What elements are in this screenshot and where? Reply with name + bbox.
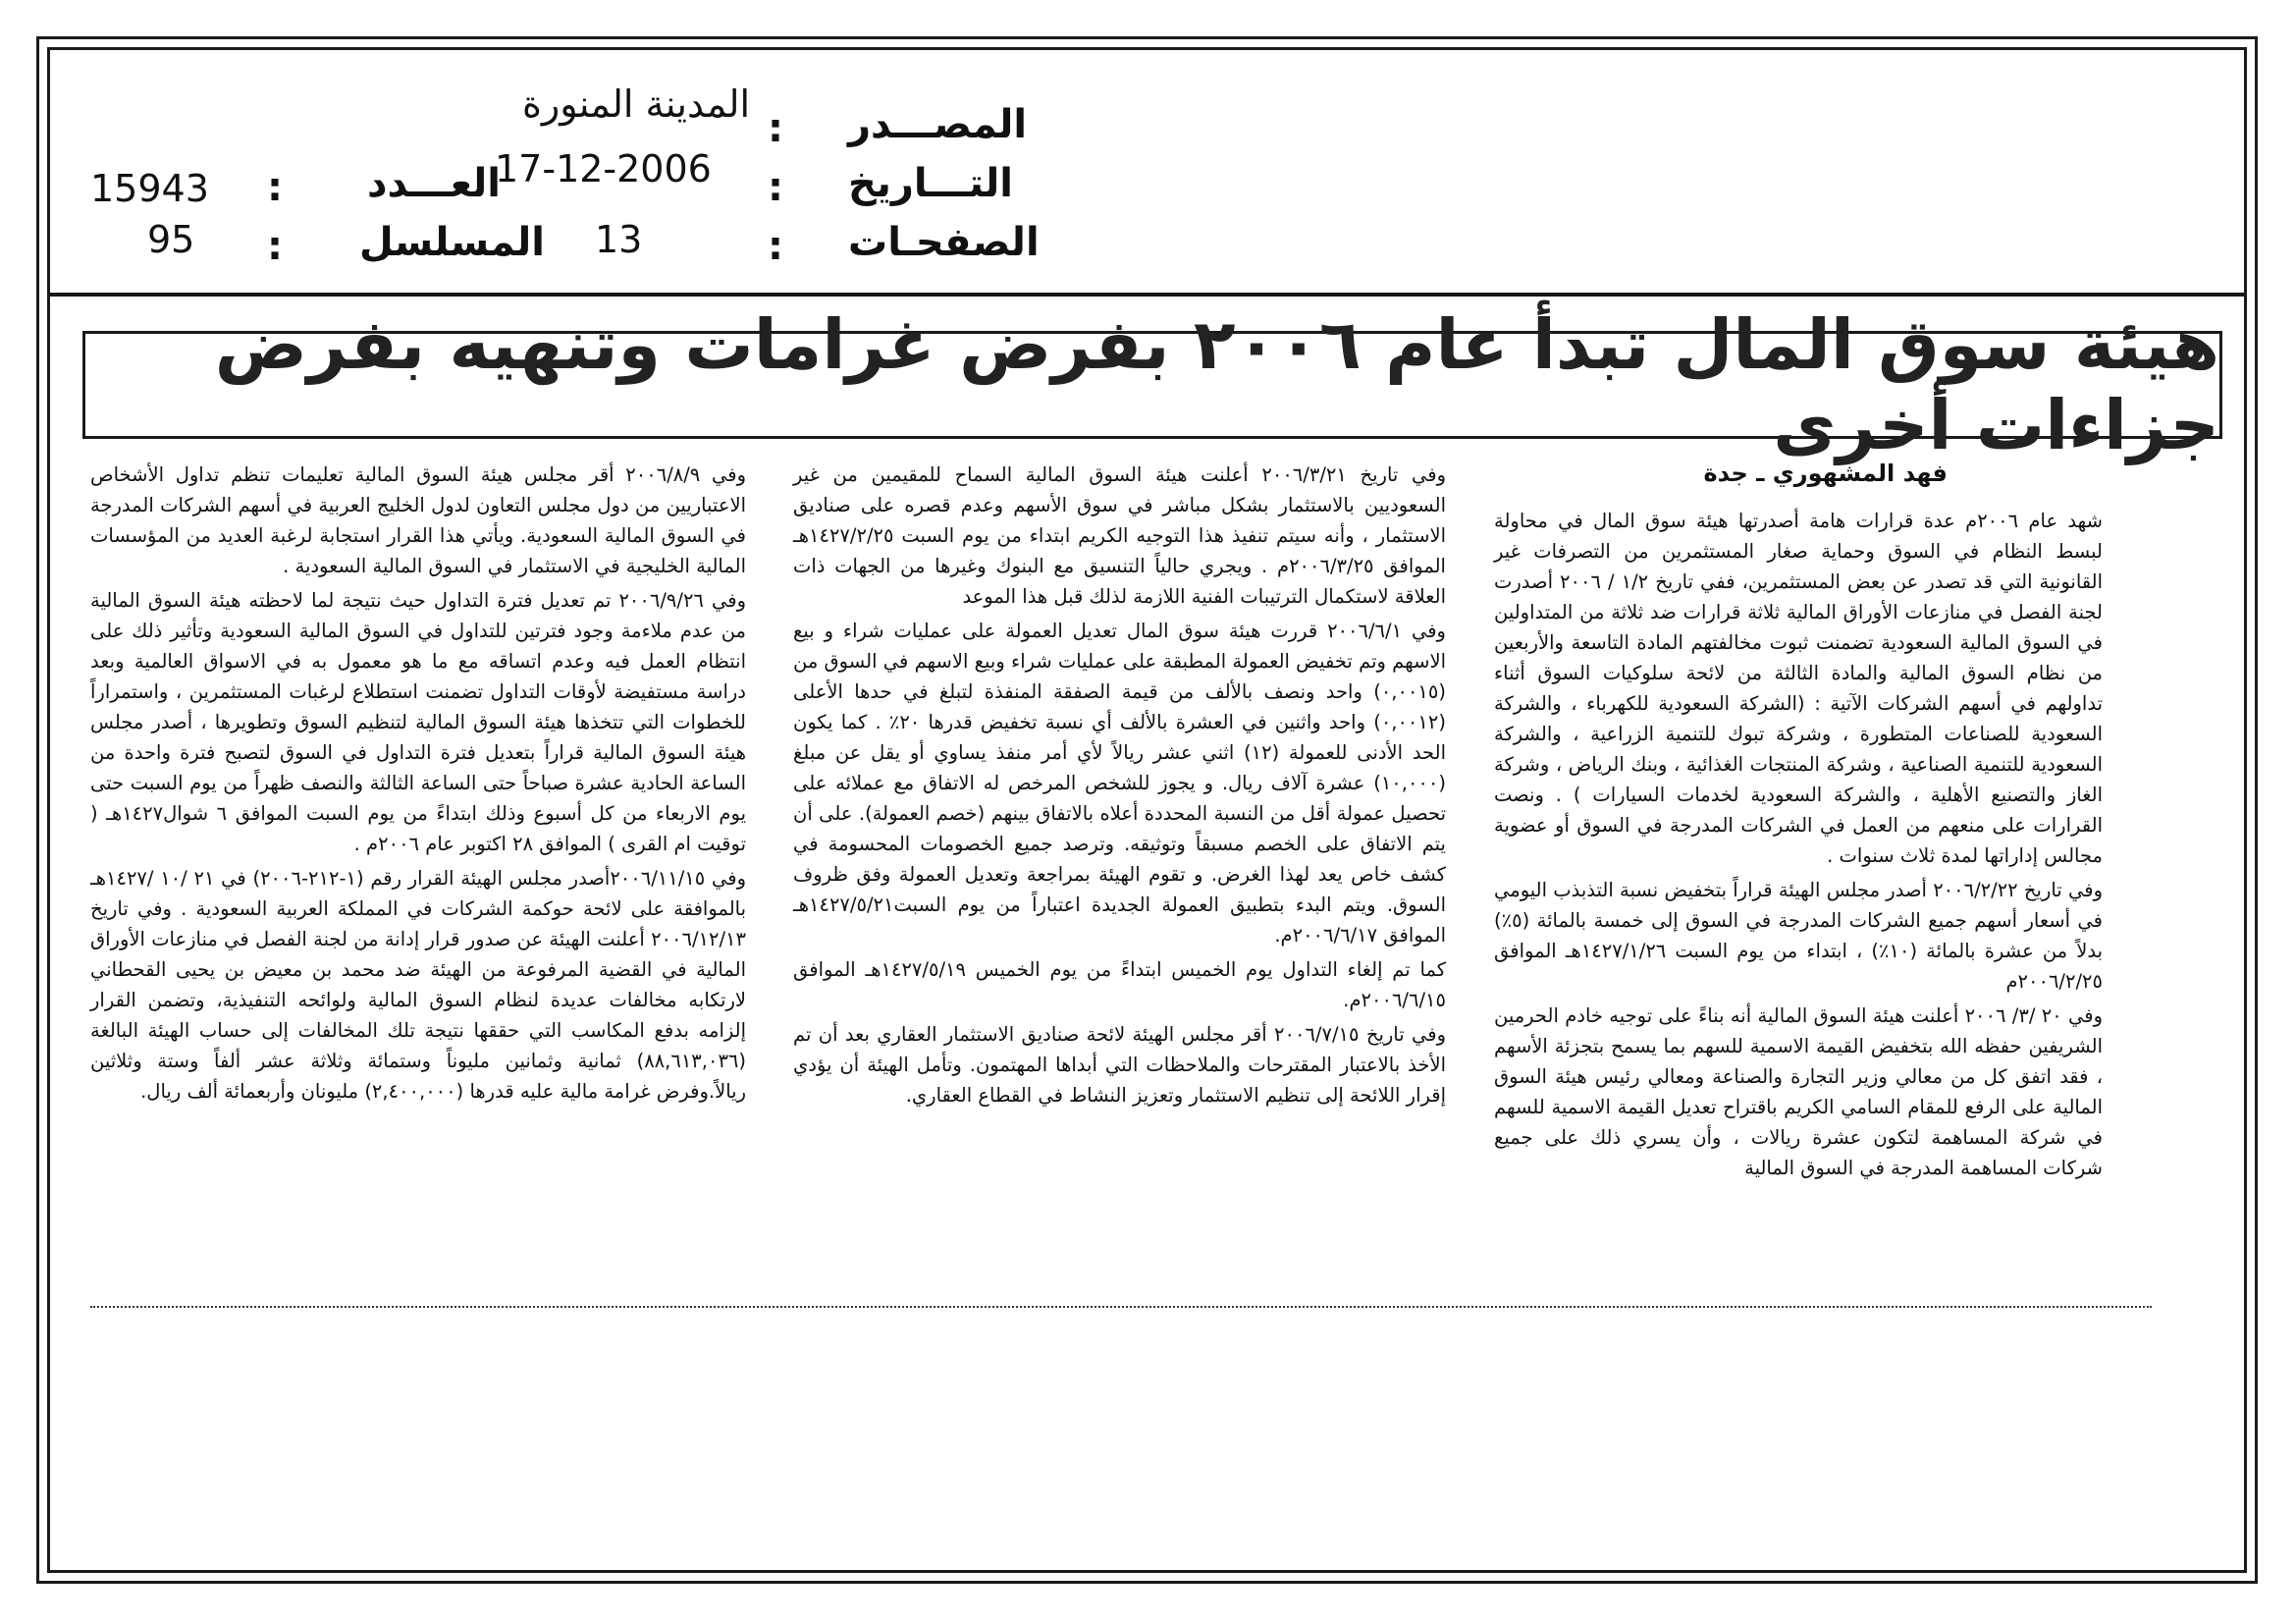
serial-value: 95	[147, 218, 195, 261]
pages-label: الصفحـات	[848, 220, 1040, 265]
paragraph: كما تم إلغاء التداول يوم الخميس ابتداءً من يوم الخميس ١٤٢٧/٥/١٩هـ الموافق ٢٠٠٦/٦/١٥م.	[793, 958, 1447, 1011]
issue-label: العـــدد	[367, 161, 501, 206]
serial-colon: :	[267, 224, 283, 269]
paragraph: وفي تاريخ ٢٠٠٦/٧/١٥ أقر مجلس الهيئة لائحة صناديق الاستثمار العقاري بعد أن تم الأخذ بالاعتبار المقترحات والملاحظات التي أبداها المهتمون. وتأمل الهيئة أن يؤدي إقرار اللائحة إلى تنظيم الاستثمار وتعزيز النشاط في القطاع العقاري.	[793, 1023, 1446, 1107]
paragraph: وفي ٢٠٠٦/٩/٢٦ تم تعديل فترة التداول حيث نتيجة لما لاحظته هيئة السوق المالية من عدم ملاءمة وجود فترتين للتداول في السوق المالية السعودية وتأثير ذلك على انتظام العمل فيه وعدم اتساقه مع ما هو معمول به في الاسواق العالمية وبعد دراسة مستفيضة لأوقات التداول تضمنت استطلاع لرغبات المستثمرين ، واستمراراً للخطوات التي تتخذها هيئة السوق المالية لتنظيم السوق وتطويرها ، أصدر مجلس هيئة السوق المالية قراراً بتعديل فترة التداول في السوق لتصبح فترة واحدة من الساعة الحادية عشرة صباحاً حتى الساعة الثالثة والنصف ظهراً من يوم السبت حتى يوم الاربعاء من كل أسبوع وذلك ابتداءً من يوم السبت الموافق ٦ شوال١٤٢٧هـ ( توقيت ام القرى ) الموافق ٢٨ اكتوبر عام ٢٠٠٦م .	[90, 589, 747, 855]
paragraph: وفي ٢٠ /٣/ ٢٠٠٦ أعلنت هيئة السوق المالية أنه بناءً على توجيه خادم الحرمين الشريفين حفظه الله بتخفيض القيمة الاسمية للسهم بما يسمح بتجزئة الأسهم ، فقد اتفق كل من معالي وزير التجارة والصناعة ومعالي رئيس هيئة السوق المالية على الرفع للمقام السامي الكريم باقتراح تعديل القيمة الاسمية للسهم في شركة المساهمة لتكون عشرة ريالات ، وأن يسري ذلك على جميع شركات المساهمة المدرجة في السوق المالية	[1494, 1004, 2103, 1179]
paragraph: وفي ٢٠٠٦/٨/٩ أقر مجلس هيئة السوق المالية تعليمات تنظم تداول الأشخاص الاعتباريين من دول مجلس التعاون لدول الخليج العربية في أسهم الشركات المدرجة في السوق المالية السعودية. ويأتي هذا القرار استجابة لرغبة العديد من المؤسسات المالية الخليجية في الاستثمار في السوق المالية السعودية .	[90, 463, 746, 577]
paragraph: وفي ٢٠٠٦/١١/١٥أصدر مجلس الهيئة القرار رقم (١-٢١٢-٢٠٠٦) في ٢١ /١٠ /١٤٢٧هـ بالموافقة على لائحة حوكمة الشركات في المملكة العربية السعودية . وفي تاريخ ٢٠٠٦/١٢/١٣ أعلنت الهيئة عن صدور قرار إدانة من لجنة الفصل في منازعات الأوراق المالية في القضية المرفوعة من الهيئة ضد محمد بن معيض بن يحيى القحطاني لارتكابه مخالفات عديدة لنظام السوق المالية ولوائحه التنفيذية، وتضمن القرار إلزامه بدفع المكاسب التي حققها نتيجة تلك المخالفات إلى حساب الهيئة البالغة (٨٨,٦١٣,٠٣٦) ثمانية وثمانين مليوناً وستمائة وثلاثة عشر ألفاً وستة وثلاثين ريالاً.وفرض غرامة مالية عليه قدرها (٢,٤٠٠,٠٠٠) مليونان وأربعمائة ألف ريال.	[90, 867, 746, 1103]
date-colon: :	[768, 165, 783, 210]
paragraph: وفي ٢٠٠٦/٦/١ قررت هيئة سوق المال تعديل العمولة على عمليات شراء و بيع الاسهم وتم تخفيض العمولة المطبقة على عمليات شراء وبيع الاسهم في السوق من (٠,٠٠١٥) واحد ونصف بالألف من قيمة الصفقة المنفذة لتبلغ في حدها الأعلى (٠,٠٠١٢) واحد واثنين في العشرة بالألف أي نسبة تخفيض قدرها ٢٠٪ . كما يكون الحد الأدنى للعمولة (١٢) اثني عشر ريالاً لأي أمر منفذ يساوي أو يقل عن مبلغ (١٠,٠٠٠) عشرة آلاف ريال. و يجوز للشخص المرخص له الاتفاق مع عملائه على تحصيل عمولة أقل من النسبة المحددة أعلاه بالاتفاق بينهم (خصم العمولة). على أن يتم الاتفاق على الخصم مسبقاً وتوثيقه. وترصد جميع الخصومات المحسومة في كشف خاص يعد لهذا الغرض. و تقوم الهيئة بمراجعة وتعديل العمولة وفق ظروف السوق. ويتم البدء بتطبيق العمولة الجديدة اعتباراً من يوم السبت١٤٢٧/٥/٢١هـ الموافق ٢٠٠٦/٦/١٧م.	[793, 620, 1446, 947]
paragraph: وفي تاريخ ٢٠٠٦/٢/٢٢ أصدر مجلس الهيئة قراراً بتخفيض نسبة التذبذب اليومي في أسعار أسهم جميع الشركات المدرجة في السوق إلى خمسة بالمائة (٥٪) بدلاً من عشرة بالمائة (١٠٪) ، ابتداء من يوم السبت ١٤٢٧/١/٢٦هـ الموافق ٢٠٠٦/٢/٢٥م	[1494, 879, 2103, 993]
clipping-header	[47, 47, 2247, 297]
article-end-rule	[90, 1306, 2152, 1308]
source-value: المدينة المنورة	[522, 82, 751, 126]
article-column-left	[90, 460, 746, 1110]
source-label: المصـــدر	[848, 102, 1028, 147]
date-value: 17-12-2006	[495, 147, 712, 190]
article-column-right	[1494, 506, 2103, 1187]
serial-label: المسلسل	[359, 220, 545, 265]
pages-value: 13	[595, 218, 643, 261]
issue-colon: :	[267, 165, 283, 210]
headline: هيئة سوق المال تبدأ عام ٢٠٠٦ بفرض غرامات وتنهيه بفرض جزاءات أخرى	[214, 304, 2219, 465]
paragraph: وفي تاريخ ٢٠٠٦/٣/٢١ أعلنت هيئة السوق المالية السماح للمقيمين من غير السعوديين بالاستثمار بشكل مباشر في سوق الأسهم وعدم قصره على صناديق الاستثمار ، وأنه سيتم تنفيذ هذا التوجيه الكريم ابتداء من يوم السبت ١٤٢٧/٢/٢٥هـ الموافق ٢٠٠٦/٣/٢٥م . ويجري حالياً التنسيق مع البنوك وغيرها من الجهات ذات العلاقة لاستكمال الترتيبات الفنية اللازمة لذلك قبل هذا الموعد	[793, 463, 1446, 608]
byline: فهد المشهوري ـ جدة	[1703, 460, 1948, 487]
date-label: التـــاريخ	[848, 161, 1013, 206]
article-column-middle	[793, 460, 1446, 1114]
source-colon: :	[768, 106, 783, 151]
paragraph: شهد عام ٢٠٠٦م عدة قرارات هامة أصدرتها هيئة سوق المال في محاولة لبسط النظام في السوق وحماية صغار المستثمرين من التصرفات غير القانونية التي قد تصدر عن بعض المستثمرين، ففي تاريخ ١/٢ / ٢٠٠٦ أصدرت لجنة الفصل في منازعات الأوراق المالية ثلاثة قرارات ضد ثلاثة من المتداولين في السوق المالية السعودية تضمنت ثبوت مخالفتهم المادة التاسعة والأربعين من نظام السوق المالية والمادة الثالثة من لائحة سلوكيات السوق أثناء تداولهم في أسهم الشركات الآتية : (الشركة السعودية للكهرباء ، والشركة السعودية للصناعات المتطورة ، وشركة تبوك للتنمية الزراعية ، والشركة السعودية للتنمية الصناعية ، وشركة المنتجات الغذائية ، وبنك الرياض ، وشركة الغاز والتصنيع الأهلية ، والشركة السعودية لخدمات السيارات ) . ونصت القرارات على منعهم من العمل في الشركات المدرجة في السوق أو عضوية مجالس إداراتها لمدة ثلاث سنوات .	[1494, 510, 2103, 867]
headline-box	[82, 304, 2222, 465]
issue-value: 15943	[90, 167, 209, 210]
pages-colon: :	[768, 224, 783, 269]
